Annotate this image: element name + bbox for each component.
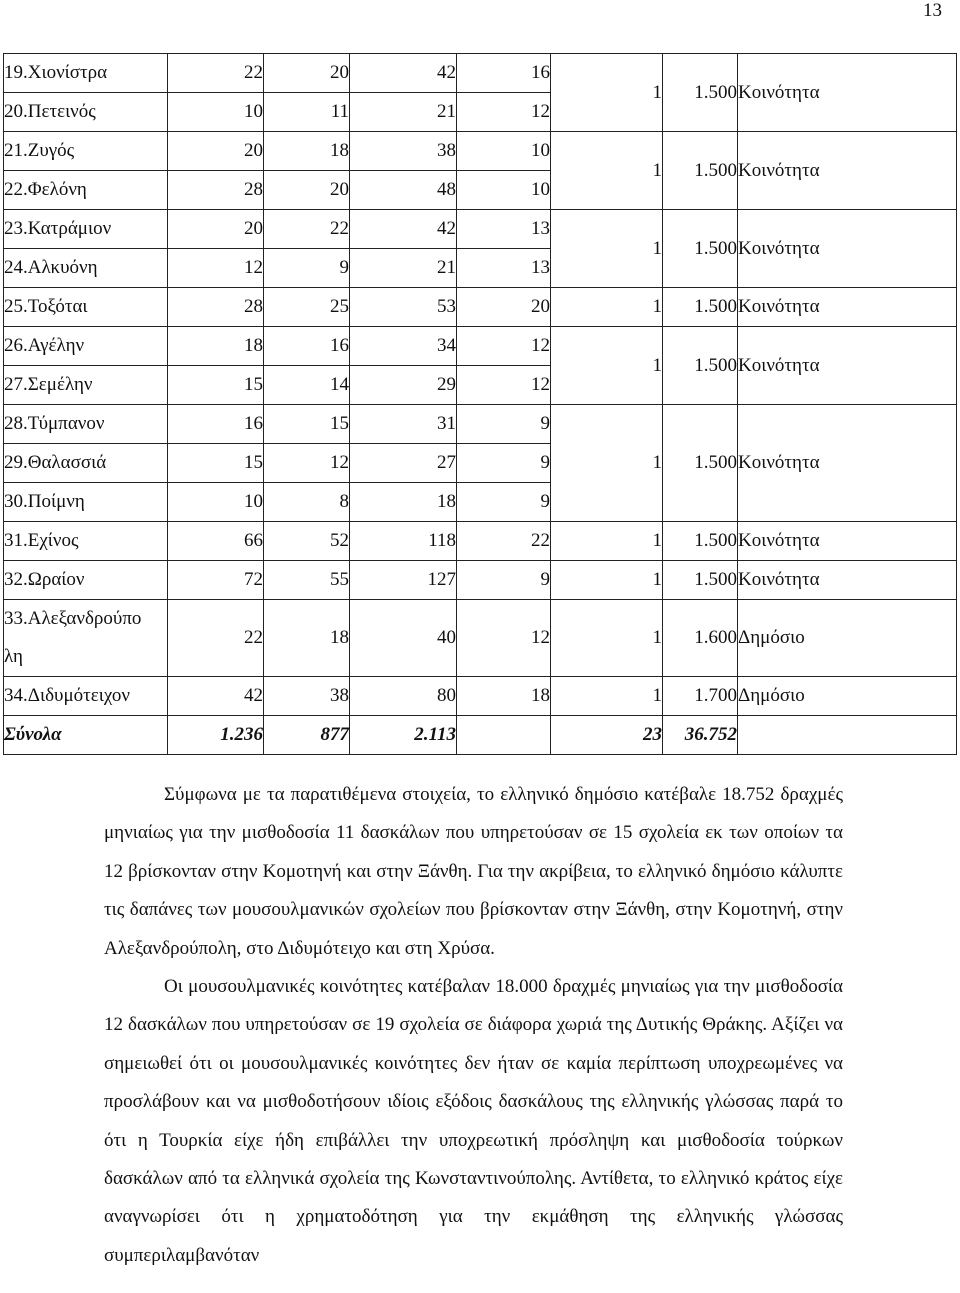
cell-value: 28 (168, 288, 264, 327)
table-row (4, 327, 957, 366)
cell-value: 13 (457, 249, 551, 288)
cell-value: 9 (457, 444, 551, 483)
cell-value: 42 (168, 677, 264, 716)
table-row (4, 132, 957, 171)
cell-value: 15 (168, 366, 264, 405)
cell-value: 22 (457, 522, 551, 561)
cell-amount: 36.752 (663, 716, 738, 755)
name-line: λη (4, 646, 23, 667)
table-row (4, 54, 957, 93)
cell-source: Κοινότητα (738, 561, 957, 600)
cell-amount: 1.500 (663, 405, 738, 522)
name-line: 33.Αλεξανδρούπο (4, 608, 142, 629)
table-row (4, 405, 957, 444)
cell-value: 42 (350, 54, 457, 93)
cell-value: 13 (457, 210, 551, 249)
cell-value: 20 (264, 54, 350, 93)
cell-count: 1 (551, 600, 663, 677)
cell-value: 18 (350, 483, 457, 522)
cell-value: 38 (264, 677, 350, 716)
cell-value: 10 (168, 483, 264, 522)
table-row (4, 288, 957, 327)
cell-source: Κοινότητα (738, 522, 957, 561)
cell-value: 12 (457, 600, 551, 677)
cell-source: Κοινότητα (738, 405, 957, 522)
cell-value: 14 (264, 366, 350, 405)
cell-source: Κοινότητα (738, 210, 957, 288)
cell-value: 25 (264, 288, 350, 327)
cell-value: 18 (457, 677, 551, 716)
cell-school-name: 29.Θαλασσιά (4, 444, 168, 483)
cell-count: 1 (551, 54, 663, 132)
cell-value: 21 (350, 249, 457, 288)
cell-source: Κοινότητα (738, 288, 957, 327)
cell-amount: 1.600 (663, 600, 738, 677)
cell-count: 1 (551, 210, 663, 288)
cell-amount: 1.500 (663, 288, 738, 327)
cell-value: 40 (350, 600, 457, 677)
table-row (4, 561, 957, 600)
cell-source (738, 716, 957, 755)
cell-value: 72 (168, 561, 264, 600)
cell-value: 52 (264, 522, 350, 561)
cell-value: 38 (350, 132, 457, 171)
cell-source: Κοινότητα (738, 327, 957, 405)
cell-value: 18 (264, 132, 350, 171)
cell-school-name: 27.Σεμέλην (4, 366, 168, 405)
cell-value: 18 (264, 600, 350, 677)
cell-school-name: 23.Κατράμιον (4, 210, 168, 249)
cell-value: 80 (350, 677, 457, 716)
cell-value: 9 (457, 405, 551, 444)
cell-value: 16 (168, 405, 264, 444)
table-row (4, 522, 957, 561)
cell-school-name: 31.Εχίνος (4, 522, 168, 561)
cell-source: Κοινότητα (738, 54, 957, 132)
cell-value: 12 (264, 444, 350, 483)
cell-value: 48 (350, 171, 457, 210)
cell-school-name (4, 600, 168, 677)
cell-value: 11 (264, 93, 350, 132)
table-row (4, 210, 957, 249)
cell-value: 21 (350, 93, 457, 132)
cell-amount: 1.700 (663, 677, 738, 716)
cell-school-name: 22.Φελόνη (4, 171, 168, 210)
schools-table (3, 53, 957, 755)
cell-count: 1 (551, 327, 663, 405)
cell-value: 127 (350, 561, 457, 600)
paragraph: Οι μουσουλμανικές κοινότητες κατέβαλαν 18.000 δραχμές μηνιαίως για την μισθοδοσία 12 δασκάλων που υπηρετούσαν σε 19 σχολεία σε διάφορα χωριά της Δυτικής Θράκης. Αξίζει να σημειωθεί ότι οι μουσουλμανικές κοινότητες δεν ήταν σε καμία περίπτωση υποχρεωμένες να προσλάβουν και να μισθοδοτήσουν ιδίοις εξόδοις δασκάλους της ελληνικής γλώσσας παρά το ότι η Τουρκία είχε ήδη επιβάλλει την υποχρεωτική πρόσληψη και μισθοδοσία τούρκων δασκάλων από τα ελληνικά σχολεία της Κωνσταντινούπολης. Αντίθετα, το ελληνικό κράτος είχε αναγνωρίσει ότι η χρηματοδότηση για την εκμάθηση της ελληνικής γλώσσας συμπεριλαμβανόταν (104, 976, 843, 1266)
cell-amount: 1.500 (663, 327, 738, 405)
cell-value: 34 (350, 327, 457, 366)
paragraph: Σύμφωνα με τα παρατιθέμενα στοιχεία, το ελληνικό δημόσιο κατέβαλε 18.752 δραχμές μηνιαίως για την μισθοδοσία 11 δασκάλων που υπηρετούσαν σε 15 σχολεία εκ των οποίων τα 12 βρίσκονταν στην Κομοτηνή και στην Ξάνθη. Για την ακρίβεια, το ελληνικό δημόσιο κάλυπτε τις δαπάνες των μουσουλμανικών σχολείων που βρίσκονταν στην Ξάνθη, στην Κομοτηνή, στην Αλεξανδρούπολη, στο Διδυμότειχο και στη Χρύσα. (104, 784, 843, 959)
body-text (104, 776, 843, 1275)
cell-value: 66 (168, 522, 264, 561)
cell-value: 9 (457, 483, 551, 522)
cell-school-name: 28.Τύμπανον (4, 405, 168, 444)
cell-value: 12 (457, 366, 551, 405)
cell-source: Δημόσιο (738, 677, 957, 716)
cell-amount: 1.500 (663, 54, 738, 132)
cell-value (457, 716, 551, 755)
cell-source: Δημόσιο (738, 600, 957, 677)
cell-value: 10 (168, 93, 264, 132)
cell-value: 22 (168, 54, 264, 93)
cell-value: 55 (264, 561, 350, 600)
cell-count: 23 (551, 716, 663, 755)
cell-school-name: 34.Διδυμότειχον (4, 677, 168, 716)
cell-amount: 1.500 (663, 522, 738, 561)
cell-value: 1.236 (168, 716, 264, 755)
cell-school-name: 24.Αλκυόνη (4, 249, 168, 288)
cell-count: 1 (551, 522, 663, 561)
cell-value: 16 (457, 54, 551, 93)
cell-amount: 1.500 (663, 210, 738, 288)
cell-value: 10 (457, 132, 551, 171)
cell-count: 1 (551, 132, 663, 210)
cell-amount: 1.500 (663, 132, 738, 210)
cell-value: 18 (168, 327, 264, 366)
cell-value: 29 (350, 366, 457, 405)
cell-value: 12 (168, 249, 264, 288)
cell-value: 53 (350, 288, 457, 327)
cell-value: 22 (168, 600, 264, 677)
cell-count: 1 (551, 288, 663, 327)
cell-value: 12 (457, 93, 551, 132)
cell-source: Κοινότητα (738, 132, 957, 210)
page-number: 13 (923, 0, 942, 21)
cell-value: 15 (264, 405, 350, 444)
table-row (4, 677, 957, 716)
cell-value: 20 (264, 171, 350, 210)
cell-value: 118 (350, 522, 457, 561)
cell-value: 16 (264, 327, 350, 366)
cell-school-name: 20.Πετεινός (4, 93, 168, 132)
cell-value: 22 (264, 210, 350, 249)
cell-value: 42 (350, 210, 457, 249)
cell-amount: 1.500 (663, 561, 738, 600)
cell-value: 12 (457, 327, 551, 366)
cell-value: 9 (264, 249, 350, 288)
cell-count: 1 (551, 677, 663, 716)
cell-count: 1 (551, 561, 663, 600)
cell-value: 9 (457, 561, 551, 600)
cell-school-name: 26.Αγέλην (4, 327, 168, 366)
totals-row (4, 716, 957, 755)
cell-value: 31 (350, 405, 457, 444)
cell-value: 10 (457, 171, 551, 210)
cell-value: 20 (168, 132, 264, 171)
cell-school-name: 21.Ζυγός (4, 132, 168, 171)
cell-school-name: 30.Ποίμνη (4, 483, 168, 522)
cell-count: 1 (551, 405, 663, 522)
cell-value: 8 (264, 483, 350, 522)
cell-value: 877 (264, 716, 350, 755)
cell-school-name: 32.Ωραίον (4, 561, 168, 600)
cell-school-name: 25.Τοξόται (4, 288, 168, 327)
cell-school-name: Σύνολα (4, 716, 168, 755)
table-row (4, 600, 957, 677)
cell-value: 28 (168, 171, 264, 210)
cell-value: 2.113 (350, 716, 457, 755)
cell-value: 27 (350, 444, 457, 483)
cell-value: 20 (457, 288, 551, 327)
cell-value: 20 (168, 210, 264, 249)
cell-school-name: 19.Χιονίστρα (4, 54, 168, 93)
cell-value: 15 (168, 444, 264, 483)
